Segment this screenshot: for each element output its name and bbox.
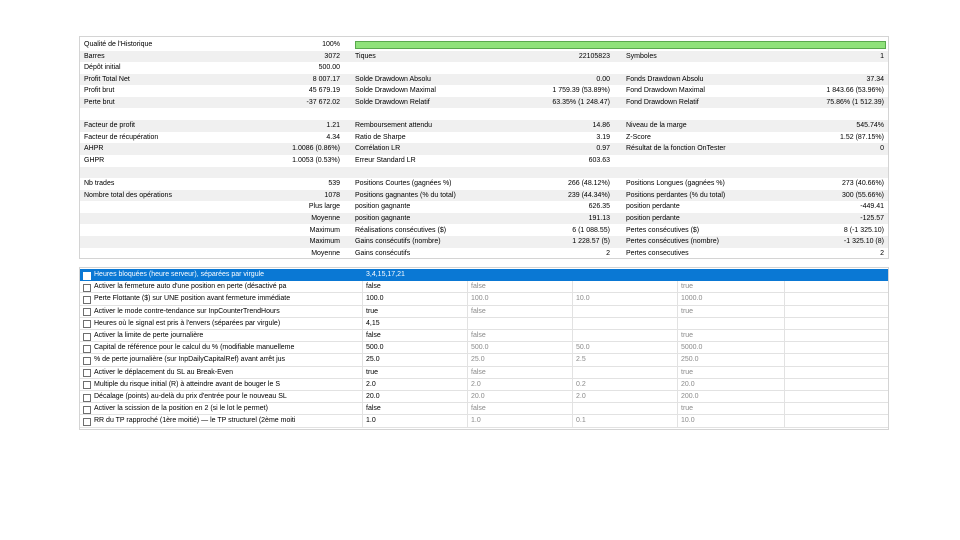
parameter-extra: [784, 293, 888, 305]
parameter-extra: [784, 403, 888, 415]
stat-label-3: Pertes consécutives (nombre): [626, 238, 719, 246]
stat-label-2: Erreur Standard LR: [355, 156, 416, 164]
stat-label-3: Pertes consécutives ($): [626, 226, 700, 234]
stat-label-3: Résultat de la fonction OnTester: [626, 145, 726, 153]
parameter-step[interactable]: 10.0: [572, 293, 677, 305]
parameter-stop[interactable]: true: [677, 281, 784, 293]
parameter-step[interactable]: [572, 318, 677, 330]
stat-value-2: 63.35% (1 248.47): [552, 98, 610, 106]
stat-value-1: 8 007.17: [312, 75, 340, 83]
parameter-step[interactable]: [572, 330, 677, 342]
stat-value-3: 1.52 (87.15%): [840, 133, 884, 141]
parameter-name: Activer le mode contre-tendance sur InpCounterTrendHours: [94, 307, 280, 315]
stats-row: [80, 74, 888, 86]
parameter-stop[interactable]: 10.0: [677, 415, 784, 427]
parameter-stop[interactable]: [677, 269, 784, 281]
stats-row: [80, 120, 888, 132]
stat-label-2: Solde Drawdown Relatif: [355, 98, 430, 106]
stat-value-1: 500.00: [318, 64, 340, 72]
stat-label-3: Fond Drawdown Relatif: [626, 98, 699, 106]
stat-value-2: 239 (44.34%): [567, 191, 610, 199]
stat-value-1: 1078: [324, 191, 340, 199]
stat-label-2: position gagnante: [355, 214, 411, 222]
stat-label-2: Gains consécutifs (nombre): [355, 238, 441, 246]
parameter-extra: [784, 269, 888, 281]
stat-label-2: Solde Drawdown Maximal: [355, 87, 436, 95]
parameter-row[interactable]: [80, 306, 888, 318]
stats-row: [80, 213, 888, 225]
parameter-name: Perte Flottante ($) sur UNE position avant fermeture immédiate: [94, 295, 291, 303]
parameter-value[interactable]: 4,15: [362, 318, 467, 330]
stats-row: [80, 109, 888, 121]
parameter-start[interactable]: false: [467, 330, 572, 342]
stat-label-3: Fond Drawdown Maximal: [626, 87, 705, 95]
stat-label-1: GHPR: [84, 156, 105, 164]
parameter-name: % de perte journalière (sur InpDailyCapitalRef) avant arrêt jus: [94, 356, 286, 364]
stat-value-3: 1 843.66 (53.96%): [826, 87, 884, 95]
parameter-name: Activer la scission de la position en 2 (si le lot le permet): [94, 405, 268, 413]
stat-label-3: Positions Longues (gagnées %): [626, 180, 725, 188]
parameter-row[interactable]: [80, 342, 888, 354]
parameter-extra: [784, 342, 888, 354]
stats-row: [80, 62, 888, 74]
parameter-start[interactable]: false: [467, 306, 572, 318]
parameter-step[interactable]: [572, 281, 677, 293]
stat-label-3: Niveau de la marge: [626, 122, 687, 130]
parameter-extra: [784, 391, 888, 403]
parameter-row[interactable]: [80, 391, 888, 403]
parameter-start[interactable]: false: [467, 367, 572, 379]
stat-label-1: [84, 201, 284, 213]
parameter-stop[interactable]: 20.0: [677, 379, 784, 391]
stats-row: [80, 248, 888, 260]
stat-value-2: 0.97: [596, 145, 610, 153]
stat-value-3: 273 (40.66%): [841, 180, 884, 188]
quality-row: [80, 39, 888, 51]
parameter-start[interactable]: false: [467, 281, 572, 293]
parameter-stop[interactable]: 1000.0: [677, 293, 784, 305]
stat-value-1: 4.34: [326, 133, 340, 141]
stat-label-2: Remboursement attendu: [355, 122, 433, 130]
quality-label: Qualité de l'Historique: [84, 41, 153, 48]
stat-label-1: Perte brut: [84, 98, 115, 106]
stat-value-3: -449.41: [860, 203, 884, 211]
parameter-name: Décalage (points) au-delà du prix d'entrée pour le nouveau SL: [94, 393, 287, 400]
stat-value-3: [770, 155, 884, 167]
stat-label-2: Gains consécutifs: [355, 249, 411, 257]
parameter-start[interactable]: false: [467, 403, 572, 415]
stat-label-1: AHPR: [84, 145, 104, 153]
quality-progress-bar: [355, 41, 886, 49]
parameter-name: RR du TP rapproché (1ère moitié) — le TP structurel (2ème moiti: [94, 417, 296, 425]
parameter-start[interactable]: 500.0: [467, 342, 572, 354]
parameter-step[interactable]: 2.5: [572, 354, 677, 366]
parameter-value[interactable]: 20.0: [362, 391, 467, 403]
stat-value-3: 75.86% (1 512.39): [826, 98, 884, 106]
stat-label-2: Solde Drawdown Absolu: [355, 75, 431, 83]
parameter-name: Activer le déplacement du SL au Break-Even: [94, 368, 234, 376]
stat-label-2: Corrélation LR: [355, 145, 401, 153]
inputs-parameters-grid: [79, 267, 889, 430]
stat-label-1: [84, 248, 284, 260]
stat-value-2: [500, 62, 610, 74]
parameter-stop[interactable]: 200.0: [677, 391, 784, 403]
parameter-extra: [784, 379, 888, 391]
parameter-start[interactable]: 20.0: [467, 391, 572, 403]
parameter-step[interactable]: 50.0: [572, 342, 677, 354]
parameter-name: Heures bloquées (heure serveur), séparées par virgule: [94, 271, 265, 278]
parameter-value[interactable]: 500.0: [362, 342, 467, 354]
stats-row: [80, 51, 888, 63]
stat-value-3: [770, 167, 884, 179]
parameter-row[interactable]: [80, 293, 888, 305]
parameter-name: Activer la limite de perte journalière: [94, 332, 204, 339]
stat-label-3: position perdante: [626, 214, 680, 222]
parameter-value[interactable]: 3,4,15,17,21: [362, 269, 467, 281]
stat-value-1: 1.0086 (0.86%): [292, 145, 340, 153]
parameter-value[interactable]: true: [362, 367, 467, 379]
parameter-start[interactable]: 25.0: [467, 354, 572, 366]
stat-value-2: 266 (48.12%): [567, 180, 610, 188]
parameter-value[interactable]: false: [362, 330, 467, 342]
parameter-step[interactable]: 0.1: [572, 415, 677, 427]
parameter-start[interactable]: 1.0: [467, 415, 572, 427]
stat-value-3: [770, 62, 884, 74]
stat-label-1: Nombre total des opérations: [84, 191, 172, 199]
stat-value-1: -37 672.02: [306, 98, 340, 106]
stat-value-1: Moyenne: [311, 214, 340, 222]
parameter-name: Heures où le signal est pris à l'envers (séparées par virgule): [94, 319, 281, 327]
parameter-start[interactable]: 2.0: [467, 379, 572, 391]
parameter-row[interactable]: [80, 379, 888, 391]
stat-value-1: Plus large: [308, 203, 340, 211]
stats-row: [80, 155, 888, 167]
parameter-row[interactable]: [80, 281, 888, 293]
stat-label-2: Réalisations consécutives ($): [355, 226, 447, 234]
stat-value-3: 300 (55.66%): [841, 191, 884, 199]
stat-label-3: Positions perdantes (% du total): [626, 191, 726, 199]
stat-value-1: 539: [328, 180, 340, 188]
parameter-value[interactable]: 2.0: [362, 379, 467, 391]
stat-value-3: 1: [880, 52, 884, 60]
stat-value-2: 1 759.39 (53.89%): [552, 87, 610, 95]
parameter-stop[interactable]: true: [677, 330, 784, 342]
backtest-results-panel: [79, 36, 889, 259]
parameter-row[interactable]: [80, 354, 888, 366]
parameter-value[interactable]: false: [362, 281, 467, 293]
stat-value-1: 45 679.19: [308, 87, 340, 95]
parameter-row[interactable]: [80, 403, 888, 415]
parameter-step[interactable]: 0.2: [572, 379, 677, 391]
stats-row: [80, 201, 888, 213]
stat-value-3: 2: [880, 249, 884, 257]
stat-value-1: [280, 109, 340, 121]
stat-label-2: Positions Courtes (gagnées %): [355, 180, 452, 188]
stat-value-3: 8 (-1 325.10): [843, 226, 884, 234]
stat-value-2: 1 228.57 (5): [572, 238, 610, 246]
stat-value-3: 545.74%: [856, 122, 884, 130]
stat-label-1: Barres: [84, 52, 105, 60]
stat-value-2: 6 (1 088.55): [572, 226, 610, 234]
parameter-name: Capital de référence pour le calcul du % (modifiable manuelleme: [94, 344, 295, 352]
stat-value-2: 603.63: [588, 156, 610, 164]
parameter-start[interactable]: [467, 269, 572, 281]
parameter-step[interactable]: [572, 306, 677, 318]
parameter-name: Activer la fermeture auto d'une position en perte (désactivé pa: [94, 283, 287, 291]
parameter-value[interactable]: false: [362, 403, 467, 415]
quality-value: 100%: [322, 41, 340, 48]
stat-value-2: 22105823: [578, 52, 610, 60]
stat-value-2: 2: [606, 249, 610, 257]
stat-label-1: Profit brut: [84, 87, 115, 95]
parameter-name: Multiple du risque initial (R) à atteindre avant de bouger le S: [94, 380, 280, 388]
stat-value-1: 3072: [324, 52, 340, 60]
parameter-step[interactable]: [572, 269, 677, 281]
stat-value-1: Maximum: [309, 226, 340, 234]
parameter-stop[interactable]: 5000.0: [677, 342, 784, 354]
stats-row: [80, 225, 888, 237]
stat-value-1: 1.21: [326, 122, 340, 130]
stat-value-1: Maximum: [309, 238, 340, 246]
parameter-value[interactable]: 1.0: [362, 415, 467, 427]
stat-label-1: [84, 225, 284, 237]
stat-label-1: [84, 109, 284, 121]
parameter-step[interactable]: [572, 403, 677, 415]
stat-value-1: 1.0053 (0.53%): [292, 156, 340, 164]
parameter-row[interactable]: [80, 318, 888, 330]
stat-value-2: 626.35: [588, 203, 610, 211]
parameter-step[interactable]: [572, 367, 677, 379]
stat-label-1: [84, 236, 284, 248]
parameter-row[interactable]: [80, 269, 888, 281]
parameter-stop[interactable]: true: [677, 306, 784, 318]
stat-label-3: Pertes consecutives: [626, 249, 689, 257]
stat-label-3: Fonds Drawdown Absolu: [626, 75, 704, 83]
stat-label-3: Symboles: [626, 52, 657, 60]
stat-label-2: Ratio de Sharpe: [355, 133, 406, 141]
parameter-stop[interactable]: [677, 318, 784, 330]
stat-label-1: [84, 167, 284, 179]
parameter-extra: [784, 354, 888, 366]
parameter-start[interactable]: [467, 318, 572, 330]
stat-value-1: [280, 167, 340, 179]
stat-label-3: Z-Score: [626, 133, 651, 141]
stat-value-3: -125.57: [860, 214, 884, 222]
stat-label-2: Positions gagnantes (% du total): [355, 191, 456, 199]
parameter-row[interactable]: [80, 330, 888, 342]
stat-value-2: [500, 167, 610, 179]
stat-value-2: 0.00: [596, 75, 610, 83]
parameter-extra: [784, 306, 888, 318]
parameter-value[interactable]: 100.0: [362, 293, 467, 305]
parameter-step[interactable]: 2.0: [572, 391, 677, 403]
stat-value-2: 3.19: [596, 133, 610, 141]
parameter-row[interactable]: [80, 415, 888, 427]
stats-row: [80, 143, 888, 155]
stat-label-1: [84, 213, 284, 225]
stat-value-3: 0: [880, 145, 884, 153]
stat-label-2: Tiques: [355, 52, 376, 60]
stat-value-3: -1 325.10 (8): [843, 238, 884, 246]
parameter-extra: [784, 330, 888, 342]
parameter-value[interactable]: 25.0: [362, 354, 467, 366]
parameter-row[interactable]: [80, 367, 888, 379]
stat-label-1: Dépôt initial: [84, 64, 121, 72]
stat-label-1: Profit Total Net: [84, 75, 130, 83]
stats-row: [80, 236, 888, 248]
stat-label-1: Facteur de récupération: [84, 133, 159, 141]
parameter-stop[interactable]: true: [677, 367, 784, 379]
stats-row: [80, 178, 888, 190]
stat-value-2: 191.13: [588, 214, 610, 222]
parameter-extra: [784, 415, 888, 427]
parameter-value[interactable]: true: [362, 306, 467, 318]
parameter-extra: [784, 318, 888, 330]
parameter-stop[interactable]: 250.0: [677, 354, 784, 366]
stats-row: [80, 85, 888, 97]
stat-label-2: position gagnante: [355, 203, 411, 211]
stat-value-2: 14.86: [592, 122, 610, 130]
parameter-extra: [784, 281, 888, 293]
stat-value-2: [500, 109, 610, 121]
stat-value-3: 37.34: [866, 75, 884, 83]
stats-row: [80, 167, 888, 179]
stat-value-3: [770, 109, 884, 121]
stat-label-1: Nb trades: [84, 180, 115, 188]
stats-row: [80, 132, 888, 144]
stats-row: [80, 97, 888, 109]
stat-label-3: position perdante: [626, 203, 680, 211]
parameter-start[interactable]: 100.0: [467, 293, 572, 305]
parameter-extra: [784, 367, 888, 379]
stat-label-1: Facteur de profit: [84, 122, 135, 130]
stat-value-1: Moyenne: [311, 249, 340, 257]
stats-row: [80, 190, 888, 202]
parameter-stop[interactable]: true: [677, 403, 784, 415]
